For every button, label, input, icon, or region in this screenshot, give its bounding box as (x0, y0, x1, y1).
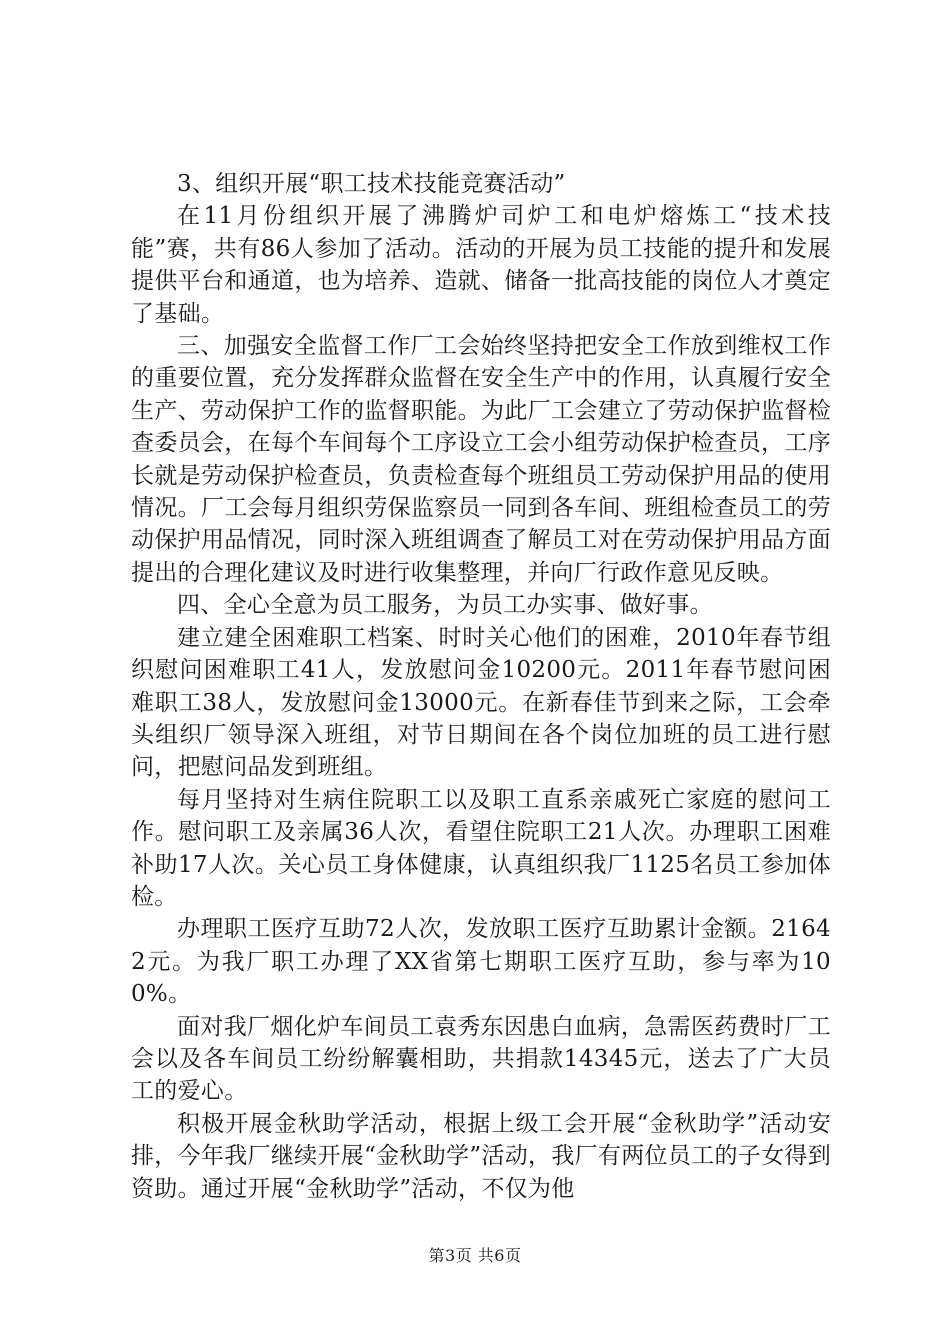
page-footer: 第3页 共6页 (428, 1246, 522, 1265)
paragraph-8: 面对我厂烟化炉车间员工袁秀东因患白血病，急需医药费时厂工会以及各车间员工纷纷解囊相助，共捐款14345元，送去了广大员工的爱心。 (131, 1013, 831, 1105)
paragraph-5: 建立建全困难职工档案、时时关心他们的困难，2010年春节组织慰问困难职工41人，发放慰问金10200元。2011年春节慰问困难职工38人，发放慰问金13000元。在新春佳节到来之际，工会牵头组织厂领导深入班组，对节日期间在各个岗位加班的员工进行慰问，把慰问品发到班组。 (131, 624, 831, 781)
paragraph-1: 3、组织开展“职工技术技能竞赛活动” (177, 171, 566, 197)
paragraph-3: 三、加强安全监督工作厂工会始终坚持把安全工作放到维权工作的重要位置，充分发挥群众监督在安全生产中的作用，认真履行安全生产、劳动保护工作的监督职能。为此厂工会建立了劳动保护监督检查委员会，在每个车间每个工序设立工会小组劳动保护检查员，工序长就是劳动保护检查员，负责检查每个班组员工劳动保护用品的使用情况。厂工会每月组织劳保监察员一同到各车间、班组检查员工的劳动保护用品情况，同时深入班组调查了解员工对在劳动保护用品方面提出的合理化建议及时进行收集整理，并向厂行政作意见反映。 (131, 333, 831, 586)
paragraph-4: 四、全心全意为员工服务，为员工办实事、做好事。 (177, 592, 713, 619)
paragraph-2: 在11月份组织开展了沸腾炉司炉工和电炉熔炼工“技术技能”赛，共有86人参加了活动。活动的开展为员工技能的提升和发展提供平台和通道，也为培养、造就、储备一批高技能的岗位人才奠定了基础。 (131, 203, 831, 327)
paragraph-6: 每月坚持对生病住院职工以及职工直系亲戚死亡家庭的慰问工作。慰问职工及亲属36人次，看望住院职工21人次。办理职工困难补助17人次。关心员工身体健康，认真组织我厂1125名员工参加体检。 (131, 786, 831, 910)
paragraph-7: 办理职工医疗互助72人次，发放职工医疗互助累计金额。21642元。为我厂职工办理了XX省第七期职工医疗互助，参与率为100%。 (131, 916, 831, 1008)
document-body (131, 168, 831, 1205)
paragraph-9: 积极开展金秋助学活动，根据上级工会开展“金秋助学”活动安排，今年我厂继续开展“金秋助学”活动，我厂有两位员工的子女得到资助。通过开展“金秋助学”活动，不仅为他 (131, 1110, 831, 1202)
